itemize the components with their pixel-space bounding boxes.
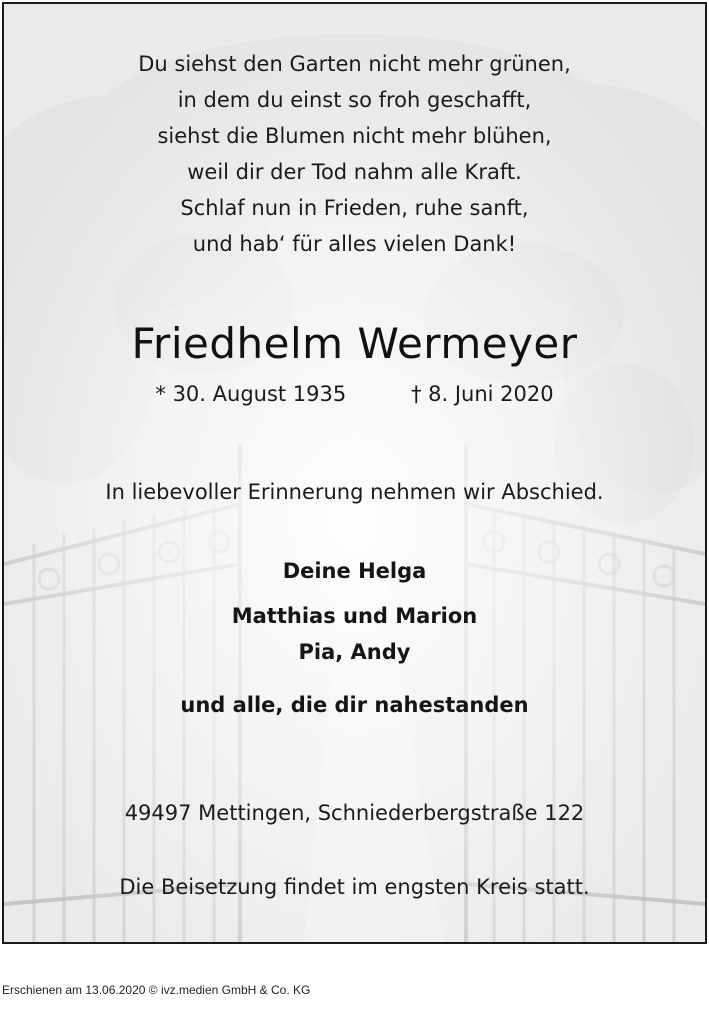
publication-footer: Erschienen am 13.06.2020 © ivz.medien GmbH & Co. KG [2, 983, 311, 997]
mourner-line: Matthias und Marion [231, 604, 478, 628]
mourner-line: und alle, die dir nahestanden [180, 693, 529, 717]
family-address: 49497 Mettingen, Schniederbergstraße 122 [124, 801, 585, 825]
death-date: † 8. Juni 2020 [410, 382, 554, 406]
poem-line: Du siehst den Garten nicht mehr grünen, [138, 52, 571, 76]
poem-line: Schlaf nun in Frieden, ruhe sanft, [180, 196, 529, 220]
poem-line: in dem du einst so froh geschafft, [177, 88, 532, 112]
farewell-text: In liebevoller Erinnerung nehmen wir Abschied. [105, 480, 604, 504]
deceased-name: Friedhelm Wermeyer [131, 319, 578, 368]
mourner-line: Pia, Andy [298, 640, 411, 664]
life-dates [4, 378, 705, 410]
poem-line: siehst die Blumen nicht mehr blühen, [157, 124, 552, 148]
obituary-notice [2, 2, 707, 944]
birth-date: * 30. August 1935 [155, 382, 347, 406]
poem-line: weil dir der Tod nahm alle Kraft. [187, 160, 522, 184]
mourner-line: Deine Helga [282, 559, 427, 583]
poem-line: und hab‘ für alles vielen Dank! [192, 232, 517, 256]
memorial-poem [4, 46, 705, 262]
notice-content [4, 4, 705, 942]
funeral-note: Die Beisetzung findet im engsten Kreis statt. [119, 875, 590, 899]
